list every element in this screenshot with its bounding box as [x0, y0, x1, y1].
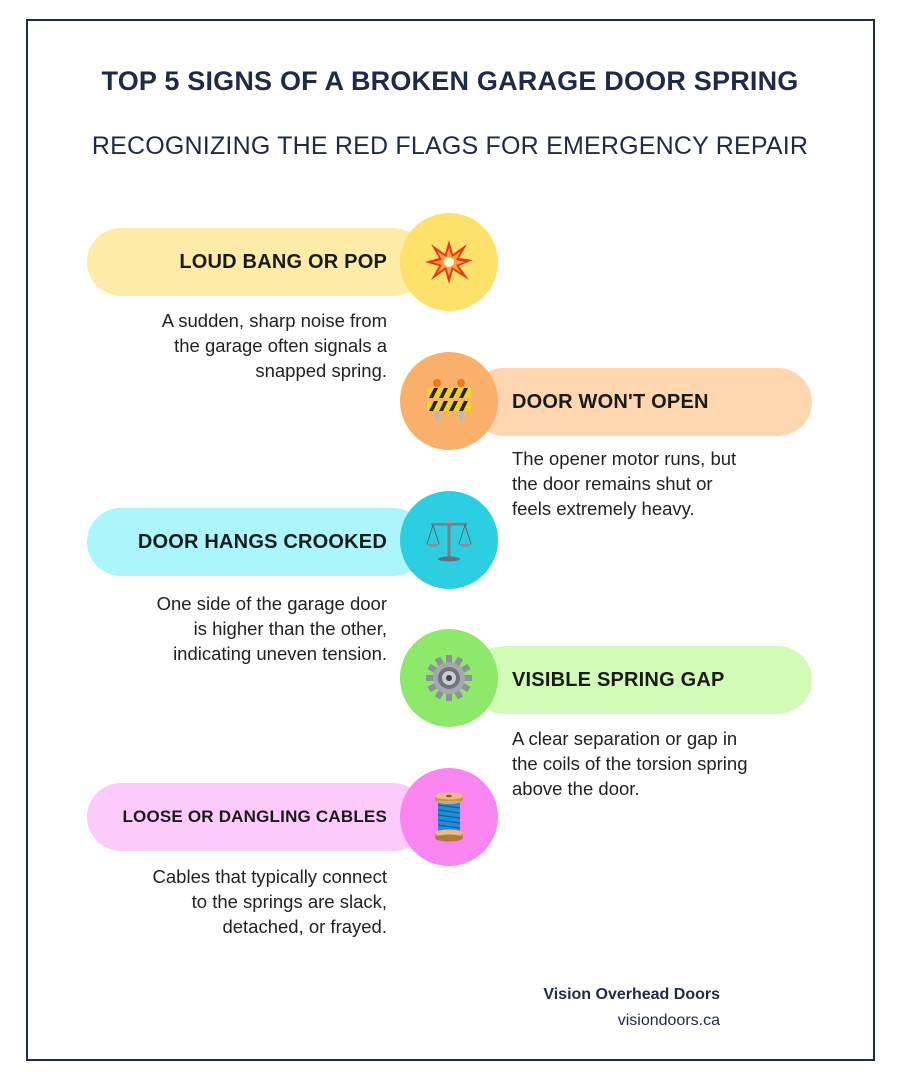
- sign-description: [512, 726, 812, 801]
- sign-pill-door-wont-open: [470, 368, 812, 436]
- sign-pill-loose-cables: [87, 783, 427, 851]
- sign-pill-visible-spring-gap: [470, 646, 812, 714]
- description-line: the door remains shut or: [512, 473, 713, 494]
- page-title: TOP 5 SIGNS OF A BROKEN GARAGE DOOR SPRING: [101, 66, 799, 96]
- balance-scale-icon: [423, 514, 475, 566]
- sign-label: LOUD BANG OR POP: [179, 250, 387, 273]
- sign-label: DOOR HANGS CROOKED: [137, 530, 387, 553]
- description-line: the coils of the torsion spring: [512, 753, 748, 774]
- footer-brand: Vision Overhead Doors: [543, 986, 720, 1003]
- description-line: detached, or frayed.: [222, 916, 387, 937]
- sign-icon-circle: [400, 629, 498, 727]
- sign-pill-loud-bang: [87, 228, 427, 296]
- sign-description: [87, 308, 387, 383]
- sign-description: [87, 864, 387, 939]
- collision-burst-icon: [423, 236, 475, 288]
- description-line: snapped spring.: [255, 360, 387, 381]
- sign-description: [87, 591, 387, 666]
- description-line: A clear separation or gap in: [512, 728, 738, 749]
- sign-label: LOOSE OR DANGLING CABLES: [122, 807, 387, 826]
- sign-icon-circle: [400, 768, 498, 866]
- description-line: above the door.: [512, 778, 640, 799]
- sign-label: VISIBLE SPRING GAP: [512, 668, 725, 691]
- thread-spool-icon: [423, 791, 475, 843]
- description-line: One side of the garage door: [156, 593, 387, 614]
- page-subtitle: RECOGNIZING THE RED FLAGS FOR EMERGENCY REPAIR: [91, 132, 809, 160]
- sign-icon-circle: [400, 213, 498, 311]
- sign-label: DOOR WON'T OPEN: [512, 390, 709, 413]
- description-line: A sudden, sharp noise from: [161, 310, 387, 331]
- description-line: feels extremely heavy.: [512, 498, 695, 519]
- description-line: to the springs are slack,: [191, 891, 387, 912]
- footer-url[interactable]: visiondoors.ca: [617, 1012, 720, 1029]
- sign-pill-door-hangs-crooked: [87, 508, 427, 576]
- description-line: The opener motor runs, but: [512, 448, 737, 469]
- description-line: the garage often signals a: [174, 335, 387, 356]
- description-line: indicating uneven tension.: [173, 643, 387, 664]
- sign-icon-circle: [400, 491, 498, 589]
- sign-icon-circle: [400, 352, 498, 450]
- description-line: Cables that typically connect: [152, 866, 387, 887]
- construction-barrier-icon: [423, 375, 475, 427]
- description-line: is higher than the other,: [193, 618, 387, 639]
- gear-icon: [423, 652, 475, 704]
- sign-description: [512, 446, 812, 521]
